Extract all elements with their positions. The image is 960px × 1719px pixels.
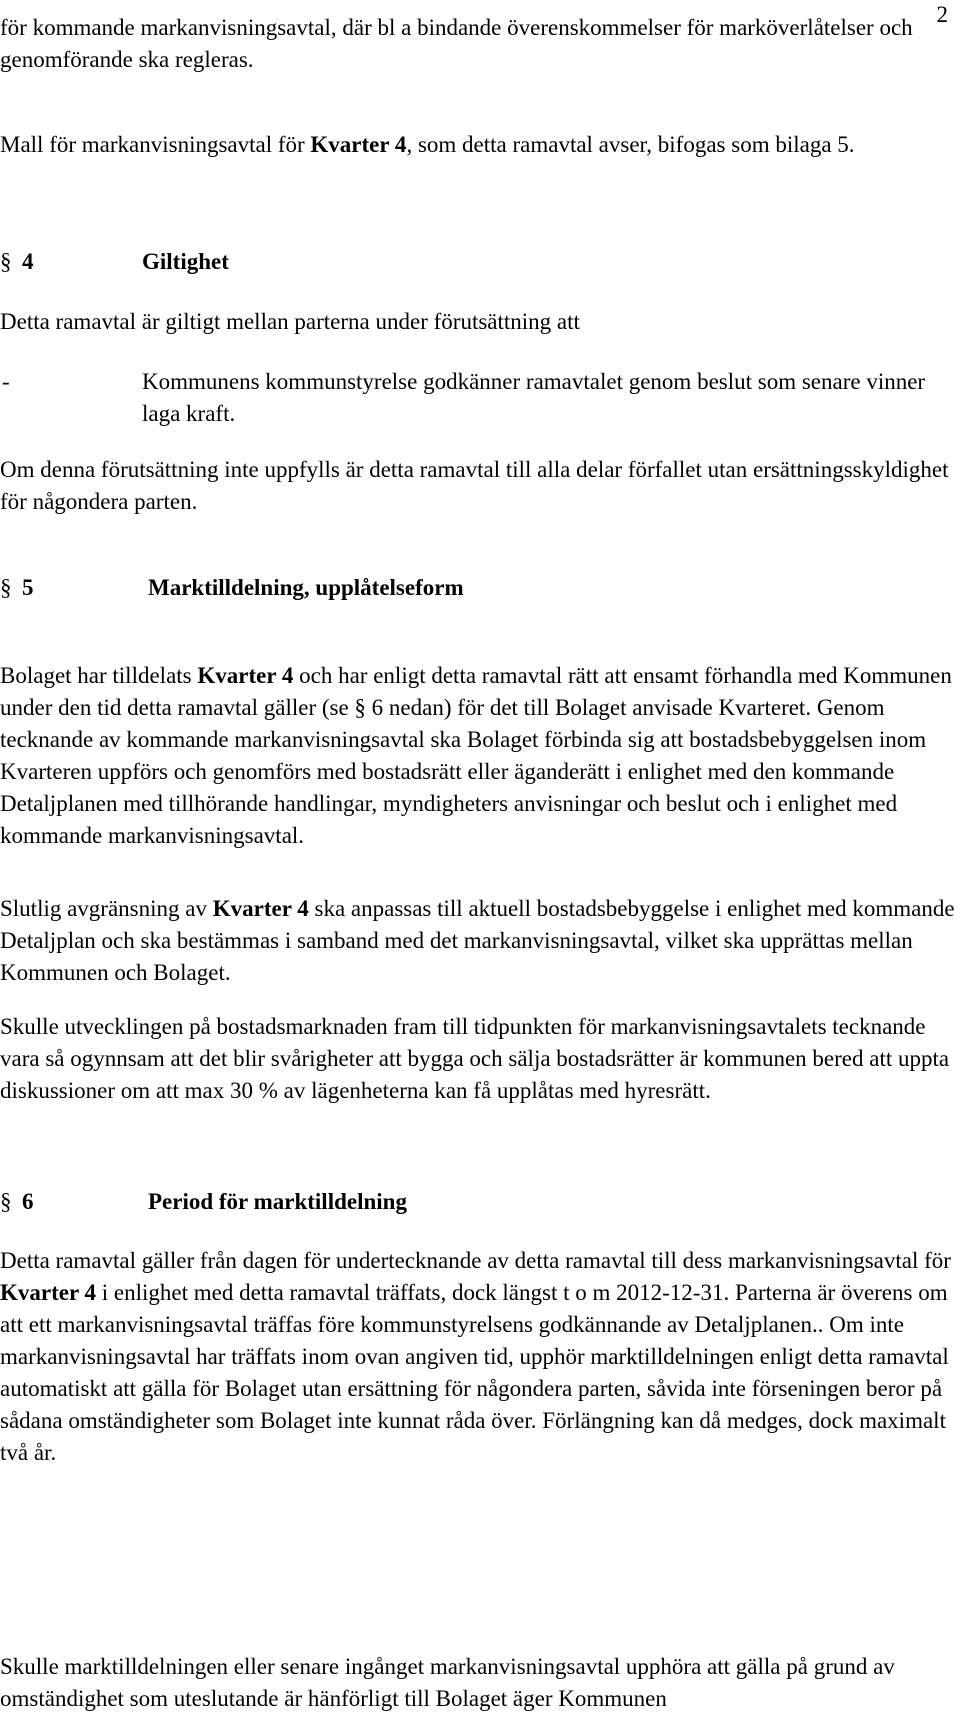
list-item-text: Kommunens kommunstyrelse godkänner ramavtalet genom beslut som senare vinner laga kraft. bbox=[142, 369, 926, 426]
section-title: Marktilldelning, upplåtelseform bbox=[148, 575, 464, 600]
section-6-heading bbox=[0, 1186, 700, 1218]
section-5-heading bbox=[0, 572, 700, 604]
page-number: 2 bbox=[936, 2, 948, 27]
kvarter-bold: Kvarter 4 bbox=[197, 663, 294, 688]
section-symbol: § bbox=[0, 249, 12, 274]
kvarter-bold: Kvarter 4 bbox=[310, 132, 407, 157]
kvarter-bold: Kvarter 4 bbox=[0, 1280, 97, 1305]
section-number: 5 bbox=[22, 575, 34, 600]
section-number: 6 bbox=[22, 1189, 34, 1214]
sec5-paragraph-1: Bolaget har tilldelats Kvarter 4 och har enligt detta ramavtal rätt att ensamt förhandla med Kommunen under den tid detta ramavtal gäller (se § 6 nedan) för det till Bolaget anvisade Kvarteret. Genom tecknande av kommande markanvisningsavtal ska Bolaget förbinda sig att bostadsbebyggelsen inom Kvarteren uppförs och genomförs med bostadsrätt eller äganderätt i enlighet med den kommande Detaljplanen med tillhörande handlingar, myndigheters anvisningar och beslut och i enlighet med kommande markanvisningsavtal. bbox=[0, 663, 952, 848]
template-paragraph: Mall för markanvisningsavtal för Kvarter 4, som detta ramavtal avser, bifogas som bilaga 5. bbox=[0, 132, 855, 157]
section-number: 4 bbox=[22, 249, 34, 274]
section-4-heading bbox=[0, 246, 400, 278]
sec6-paragraph-1: Detta ramavtal gäller från dagen för undertecknande av detta ramavtal till dess markanvisningsavtal för Kvarter 4 i enlighet med detta ramavtal träffats, dock längst t o m 2012-12-31. Parterna är överens om att ett markanvisningsavtal träffas före kommunstyrelsens godkännande av Detaljplanen.. Om inte markanvisningsavtal har träffats inom ovan angiven tid, upphör marktilldelningen enligt detta ramavtal automatiskt att gälla för Bolaget utan ersättning för någondera parten, såvida inte förseningen beror på sådana omständigheter som Bolaget inte kunnat råda över. Förlängning kan då medges, dock maximalt två år. bbox=[0, 1248, 951, 1465]
sec5-paragraph-2: Slutlig avgränsning av Kvarter 4 ska anpassas till aktuell bostadsbebyggelse i enlighet med kommande Detaljplan och ska bestämmas i samband med det markanvisningsavtal, vilket ska upprättas mellan Kommunen och Bolaget. bbox=[0, 896, 955, 985]
kvarter-bold: Kvarter 4 bbox=[212, 896, 309, 921]
sec4-paragraph-2: Om denna förutsättning inte uppfylls är detta ramavtal till alla delar förfallet utan ersättningsskyldighet för någondera parten. bbox=[0, 457, 949, 514]
list-dash: - bbox=[2, 369, 10, 394]
section-title: Period för marktilldelning bbox=[148, 1189, 407, 1214]
sec6-paragraph-2: Skulle marktilldelningen eller senare ingånget markanvisningsavtal upphöra att gälla på grund av omständighet som uteslutande är hänförligt till Bolaget äger Kommunen bbox=[0, 1654, 895, 1711]
intro-paragraph: för kommande markanvisningsavtal, där bl a bindande överenskommelser för marköverlåtelser och genomförande ska regleras. bbox=[0, 15, 913, 72]
sec5-paragraph-3: Skulle utvecklingen på bostadsmarknaden fram till tidpunkten för markanvisningsavtalets tecknande vara så ogynnsam att det blir svårigheter att bygga och sälja bostadsrätter är kommunen bered att uppta diskussioner om att max 30 % av lägenheterna kan få upplåtas med hyresrätt. bbox=[0, 1014, 950, 1103]
section-symbol: § bbox=[0, 575, 12, 600]
section-title: Giltighet bbox=[142, 249, 229, 274]
section-symbol: § bbox=[0, 1189, 12, 1214]
sec4-paragraph-1: Detta ramavtal är giltigt mellan parterna under förutsättning att bbox=[0, 309, 580, 334]
sec4-list-item bbox=[0, 366, 955, 430]
